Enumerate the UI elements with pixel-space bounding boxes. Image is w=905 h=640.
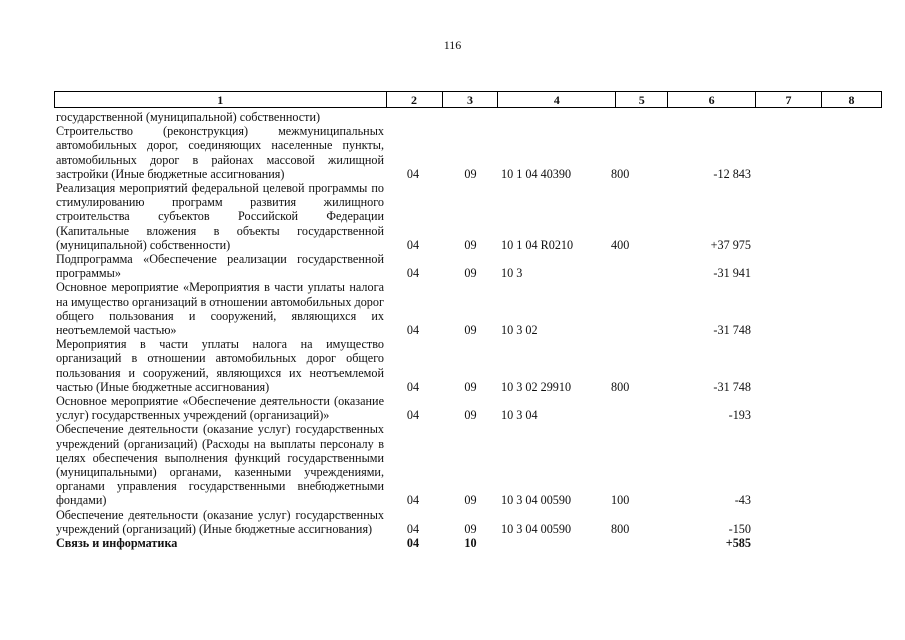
row-section-code: 04 (406, 266, 420, 281)
row-section-code: 04 (406, 237, 420, 252)
row-target-code: 10 3 04 00590 (501, 521, 572, 536)
page-number: 116 (443, 38, 462, 52)
row-amount: -193 (728, 408, 751, 423)
row-amount: -12 843 (713, 166, 751, 181)
table-header (54, 91, 882, 108)
row-target-code: 10 3 02 (501, 323, 538, 338)
row-subsection-code: 09 (464, 323, 477, 338)
row-section-code: 04 (406, 166, 420, 181)
table-row (56, 394, 882, 422)
header-col-3: 3 (442, 92, 498, 108)
table-row (56, 252, 882, 280)
row-amount: +585 (725, 536, 751, 551)
row-target-code: 10 1 04 R0210 (501, 237, 574, 252)
row-section-code: 04 (406, 323, 420, 338)
row-subsection-code: 09 (464, 266, 477, 281)
row-subsection-code: 09 (464, 408, 477, 423)
row-description: государственной (муниципальной) собственности) (56, 110, 321, 124)
row-subsection-code: 09 (464, 521, 477, 536)
row-description: Реализация мероприятий федеральной целевой программы по стимулированию программ развития жилищного строительства субъектов Российской Федерации (Капитальные вложения в объекты государственной (муниципальной) собственности) (56, 181, 384, 252)
row-target-code: 10 3 04 00590 (501, 493, 572, 508)
row-expense-type: 800 (611, 379, 630, 394)
table-row (56, 508, 882, 536)
row-description: Мероприятия в части уплаты налога на имущество организаций в отношении автомобильных дорог общего пользования и сооружений, являющихся их неотъемлемой частью (Иные бюджетные ассигнования) (56, 337, 384, 394)
row-description: Обеспечение деятельности (оказание услуг) государственных учреждений (организаций) (Иные бюджетные ассигнования) (56, 507, 384, 536)
row-expense-type: 400 (611, 237, 630, 252)
header-col-7: 7 (756, 92, 822, 108)
header-col-4: 4 (498, 92, 616, 108)
row-subsection-code: 09 (464, 379, 477, 394)
header-col-6: 6 (668, 92, 756, 108)
row-expense-type: 100 (611, 493, 630, 508)
row-section-code: 04 (406, 521, 420, 536)
table-row-section-total (56, 536, 882, 550)
table-row (56, 422, 882, 507)
row-amount: -31 748 (713, 379, 751, 394)
header-col-5: 5 (616, 92, 668, 108)
row-section-code: 04 (406, 536, 420, 551)
header-col-8: 8 (822, 92, 882, 108)
row-amount: -150 (728, 521, 751, 536)
row-section-code: 04 (406, 493, 420, 508)
row-expense-type: 800 (611, 521, 630, 536)
row-target-code: 10 3 (501, 266, 523, 281)
table-row (56, 181, 882, 252)
row-description: Основное мероприятие «Мероприятия в части уплаты налога на имущество организаций в отношении автомобильных дорог общего пользования и сооружений, являющихся их неотъемлемой частью» (56, 280, 384, 338)
table-row (56, 280, 882, 337)
row-target-code: 10 3 04 (501, 408, 538, 423)
row-description: Обеспечение деятельности (оказание услуг) государственных учреждений (организаций) (Расходы на выплаты персоналу в целях обеспечения выполнения функций государственными (муниципальными) органами, казенными учреждениями, органами управления государственными внебюджетными фондами) (56, 422, 384, 508)
row-description: Подпрограмма «Обеспечение реализации государственной программы» (56, 252, 384, 281)
row-amount: -43 (734, 493, 751, 508)
row-subsection-code: 10 (464, 536, 477, 551)
row-amount: -31 748 (713, 323, 751, 338)
table-row (56, 337, 882, 394)
row-subsection-code: 09 (464, 493, 477, 508)
row-expense-type: 800 (611, 166, 630, 181)
row-description: Связь и информатика (56, 536, 178, 551)
row-subsection-code: 09 (464, 237, 477, 252)
table-row (56, 124, 882, 181)
row-amount: +37 975 (710, 237, 751, 252)
header-col-1: 1 (55, 92, 387, 108)
row-target-code: 10 3 02 29910 (501, 379, 572, 394)
row-section-code: 04 (406, 408, 420, 423)
row-description: Строительство (реконструкция) межмуниципальных автомобильных дорог, соединяющих населенные пункты, автомобильных дорог в районах массовой жилищной застройки (Иные бюджетные ассигнования) (56, 124, 384, 181)
row-description: Основное мероприятие «Обеспечение деятельности (оказание услуг) государственных учреждений (организаций)» (56, 394, 384, 423)
row-amount: -31 941 (713, 266, 751, 281)
row-subsection-code: 09 (464, 166, 477, 181)
row-target-code: 10 1 04 40390 (501, 166, 572, 181)
budget-table-body (56, 110, 882, 550)
header-col-2: 2 (386, 92, 442, 108)
table-row (56, 110, 882, 124)
row-section-code: 04 (406, 379, 420, 394)
